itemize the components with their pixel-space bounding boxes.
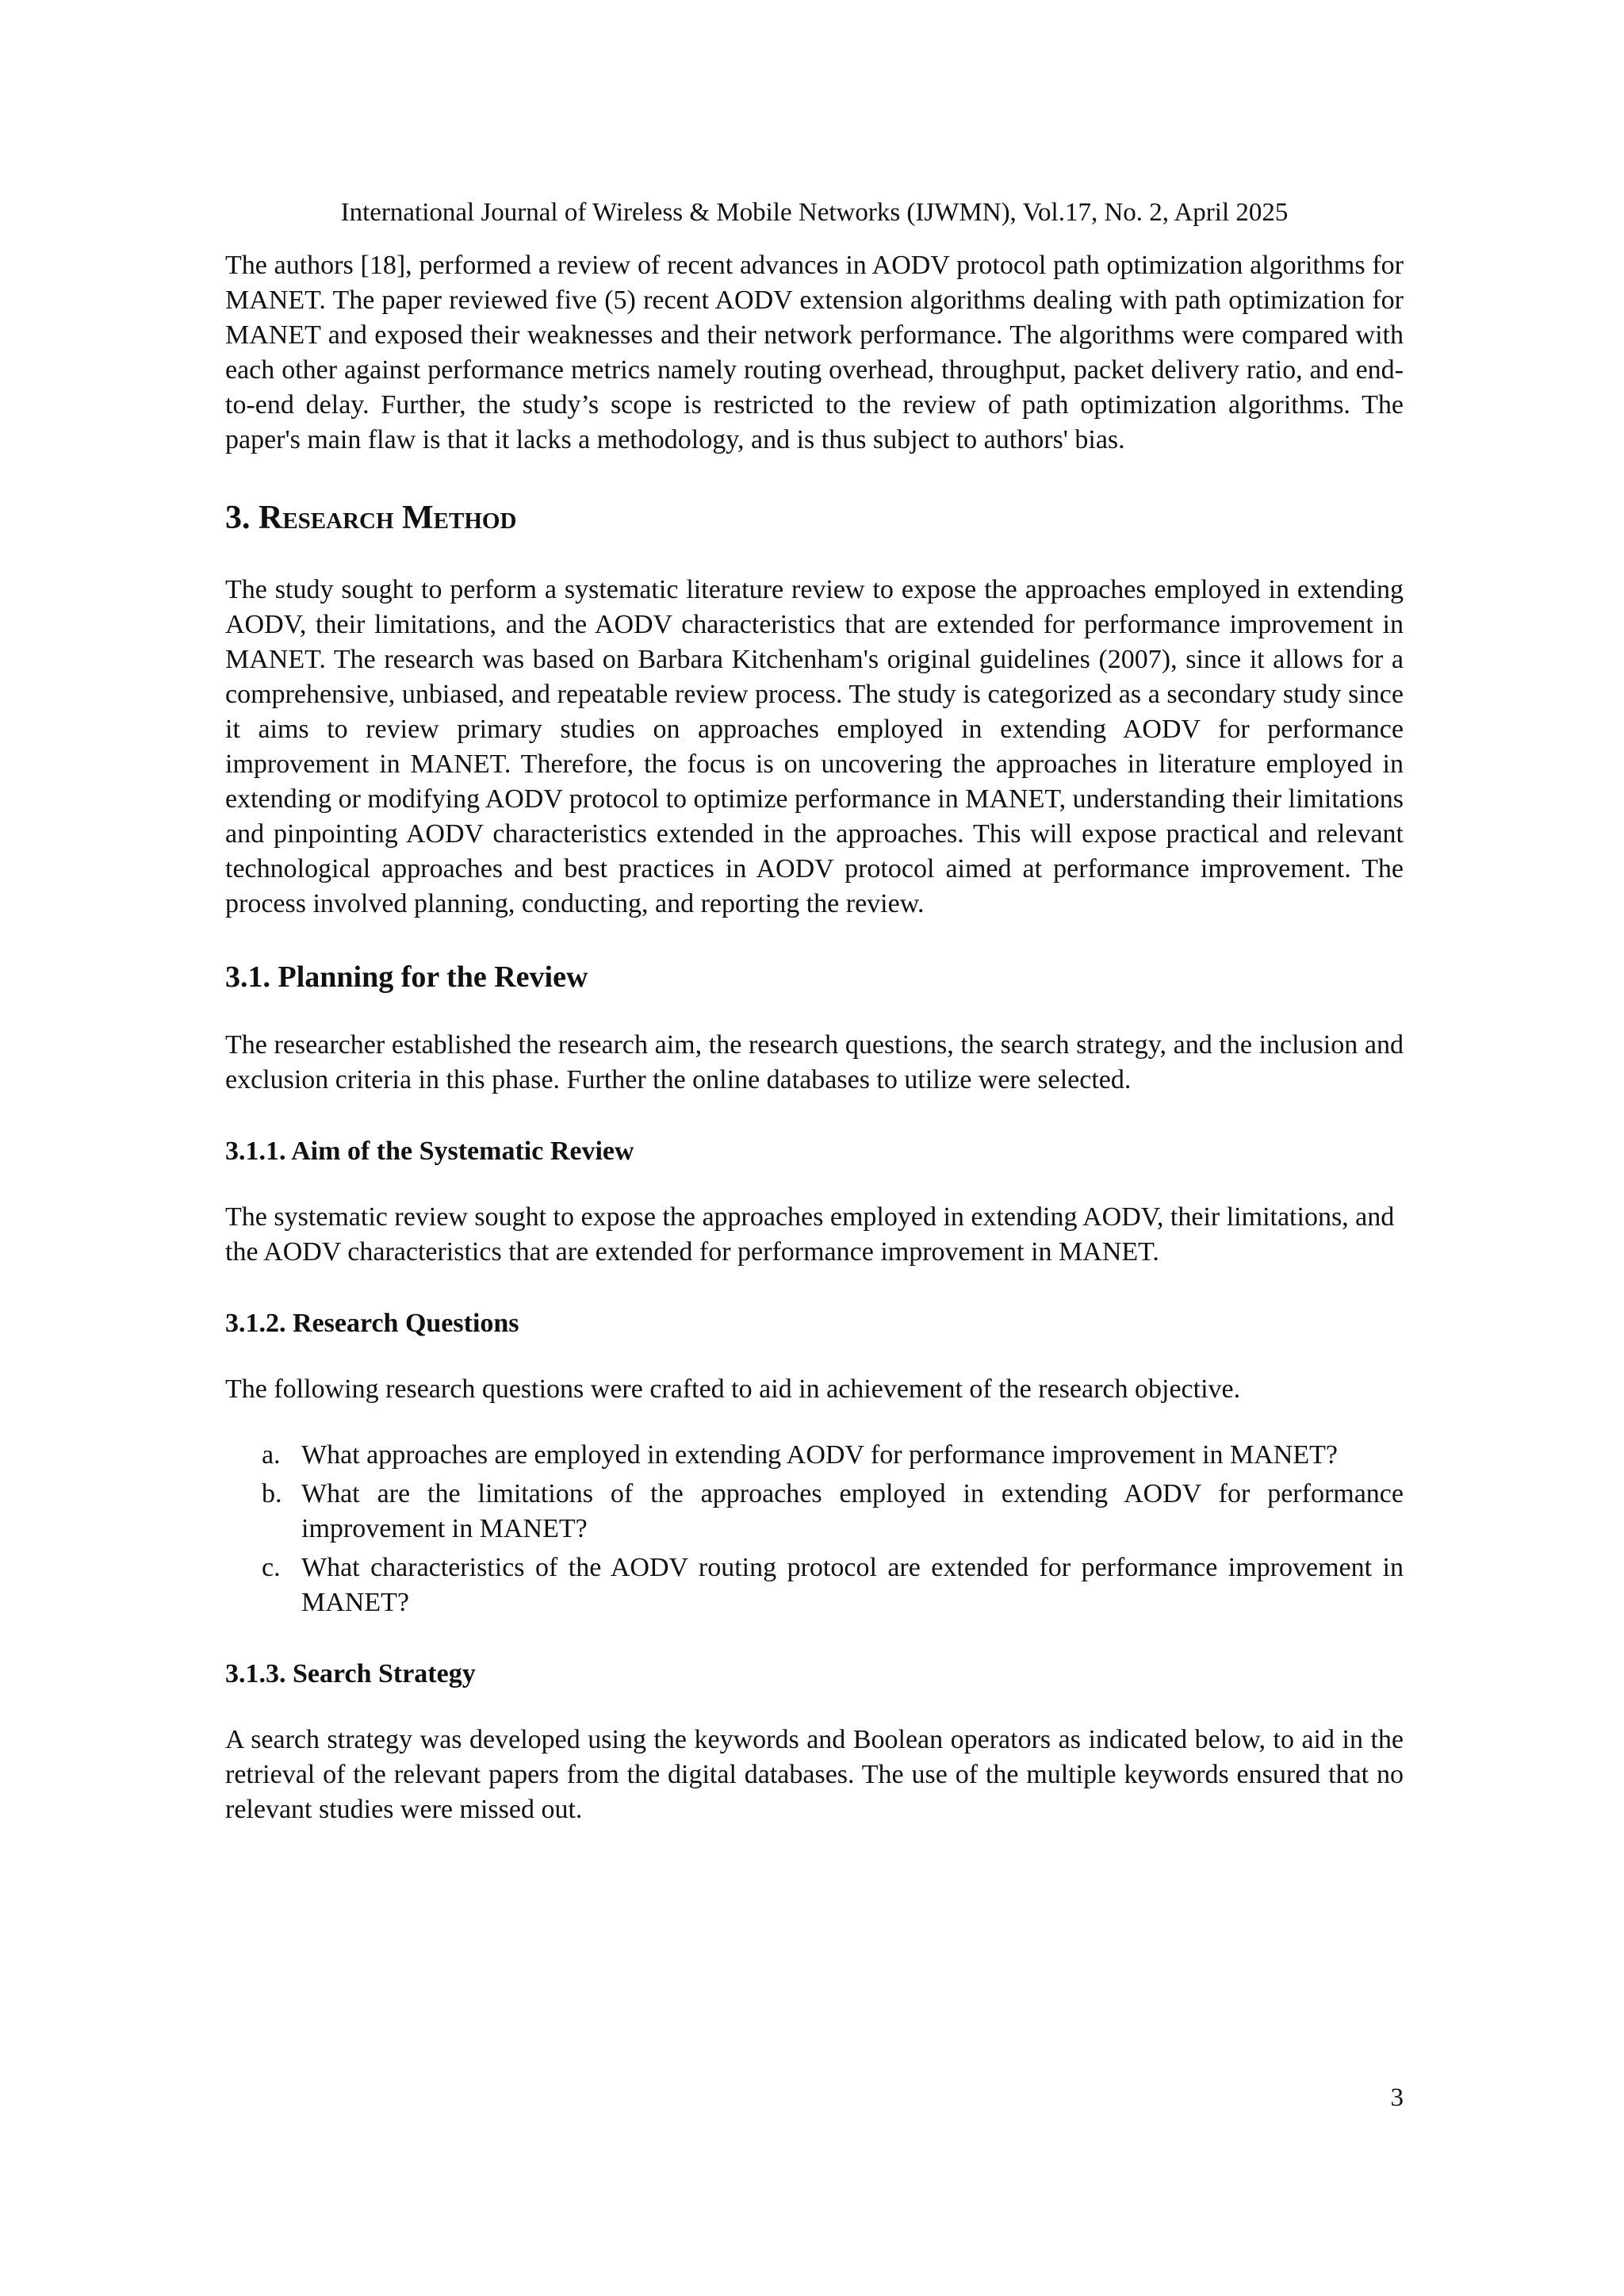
- list-item: [262, 1477, 1404, 1547]
- intro-paragraph: The authors [18], performed a review of recent advances in AODV protocol path optimization algorithms for MANET. The paper reviewed five (5) recent AODV extension algorithms dealing with path optimization for MANET and exposed their weaknesses and their network performance. The algorithms were compared with each other against performance metrics namely routing overhead, throughput, packet delivery ratio, and end-to-end delay. Further, the study’s scope is restricted to the review of path optimization algorithms. The paper's main flaw is that it lacks a methodology, and is thus subject to authors' bias.: [225, 251, 1404, 454]
- list-item: [262, 1438, 1404, 1473]
- page-content: [225, 248, 1404, 1827]
- section-3-1-1-paragraph: The systematic review sought to expose the approaches employed in extending AODV, their limitations, and the AODV characteristics that are extended for performance improvement in MANET.: [225, 1202, 1395, 1267]
- list-marker: c.: [262, 1553, 281, 1582]
- list-item-text: What characteristics of the AODV routing protocol are extended for performance improvement in MANET?: [301, 1553, 1404, 1617]
- running-header: International Journal of Wireless & Mobile Networks (IJWMN), Vol.17, No. 2, April 2025: [340, 198, 1289, 227]
- section-3-1-heading: 3.1. Planning for the Review: [225, 960, 588, 994]
- research-questions-list: [225, 1438, 1404, 1620]
- list-marker: a.: [262, 1440, 281, 1470]
- page-number: 3: [1390, 2083, 1404, 2112]
- section-3-1-2-paragraph: The following research questions were crafted to aid in achievement of the research objective.: [225, 1374, 1241, 1404]
- section-3-heading: 3. Research Method: [225, 500, 517, 536]
- section-3-1-3-heading: 3.1.3. Search Strategy: [225, 1659, 476, 1688]
- section-3-1-paragraph: The researcher established the research aim, the research questions, the search strategy, and the inclusion and exclusion criteria in this phase. Further the online databases to utilize were selected.: [225, 1030, 1404, 1094]
- list-item: [262, 1550, 1404, 1620]
- list-item-text: What are the limitations of the approaches employed in extending AODV for performance improvement in MANET?: [301, 1479, 1404, 1543]
- section-3-paragraph: The study sought to perform a systematic literature review to expose the approaches employed in extending AODV, their limitations, and the AODV characteristics that are extended for performance improvement in MANET. The research was based on Barbara Kitchenham's original guidelines (2007), since it allows for a comprehensive, unbiased, and repeatable review process. The study is categorized as a secondary study since it aims to review primary studies on approaches employed in extending AODV for performance improvement in MANET. Therefore, the focus is on uncovering the approaches in literature employed in extending or modifying AODV protocol to optimize performance in MANET, understanding their limitations and pinpointing AODV characteristics extended in the approaches. This will expose practical and relevant technological approaches and best practices in AODV protocol aimed at performance improvement. The process involved planning, conducting, and reporting the review.: [225, 575, 1404, 918]
- section-3-1-1-heading: 3.1.1. Aim of the Systematic Review: [225, 1137, 634, 1166]
- list-marker: b.: [262, 1479, 282, 1508]
- list-item-text: What approaches are employed in extending AODV for performance improvement in MANET?: [301, 1440, 1338, 1470]
- section-3-1-2-heading: 3.1.2. Research Questions: [225, 1309, 519, 1338]
- section-3-1-3-paragraph: A search strategy was developed using the keywords and Boolean operators as indicated below, to aid in the retrieval of the relevant papers from the digital databases. The use of the multiple keywords ensured that no relevant studies were missed out.: [225, 1725, 1404, 1824]
